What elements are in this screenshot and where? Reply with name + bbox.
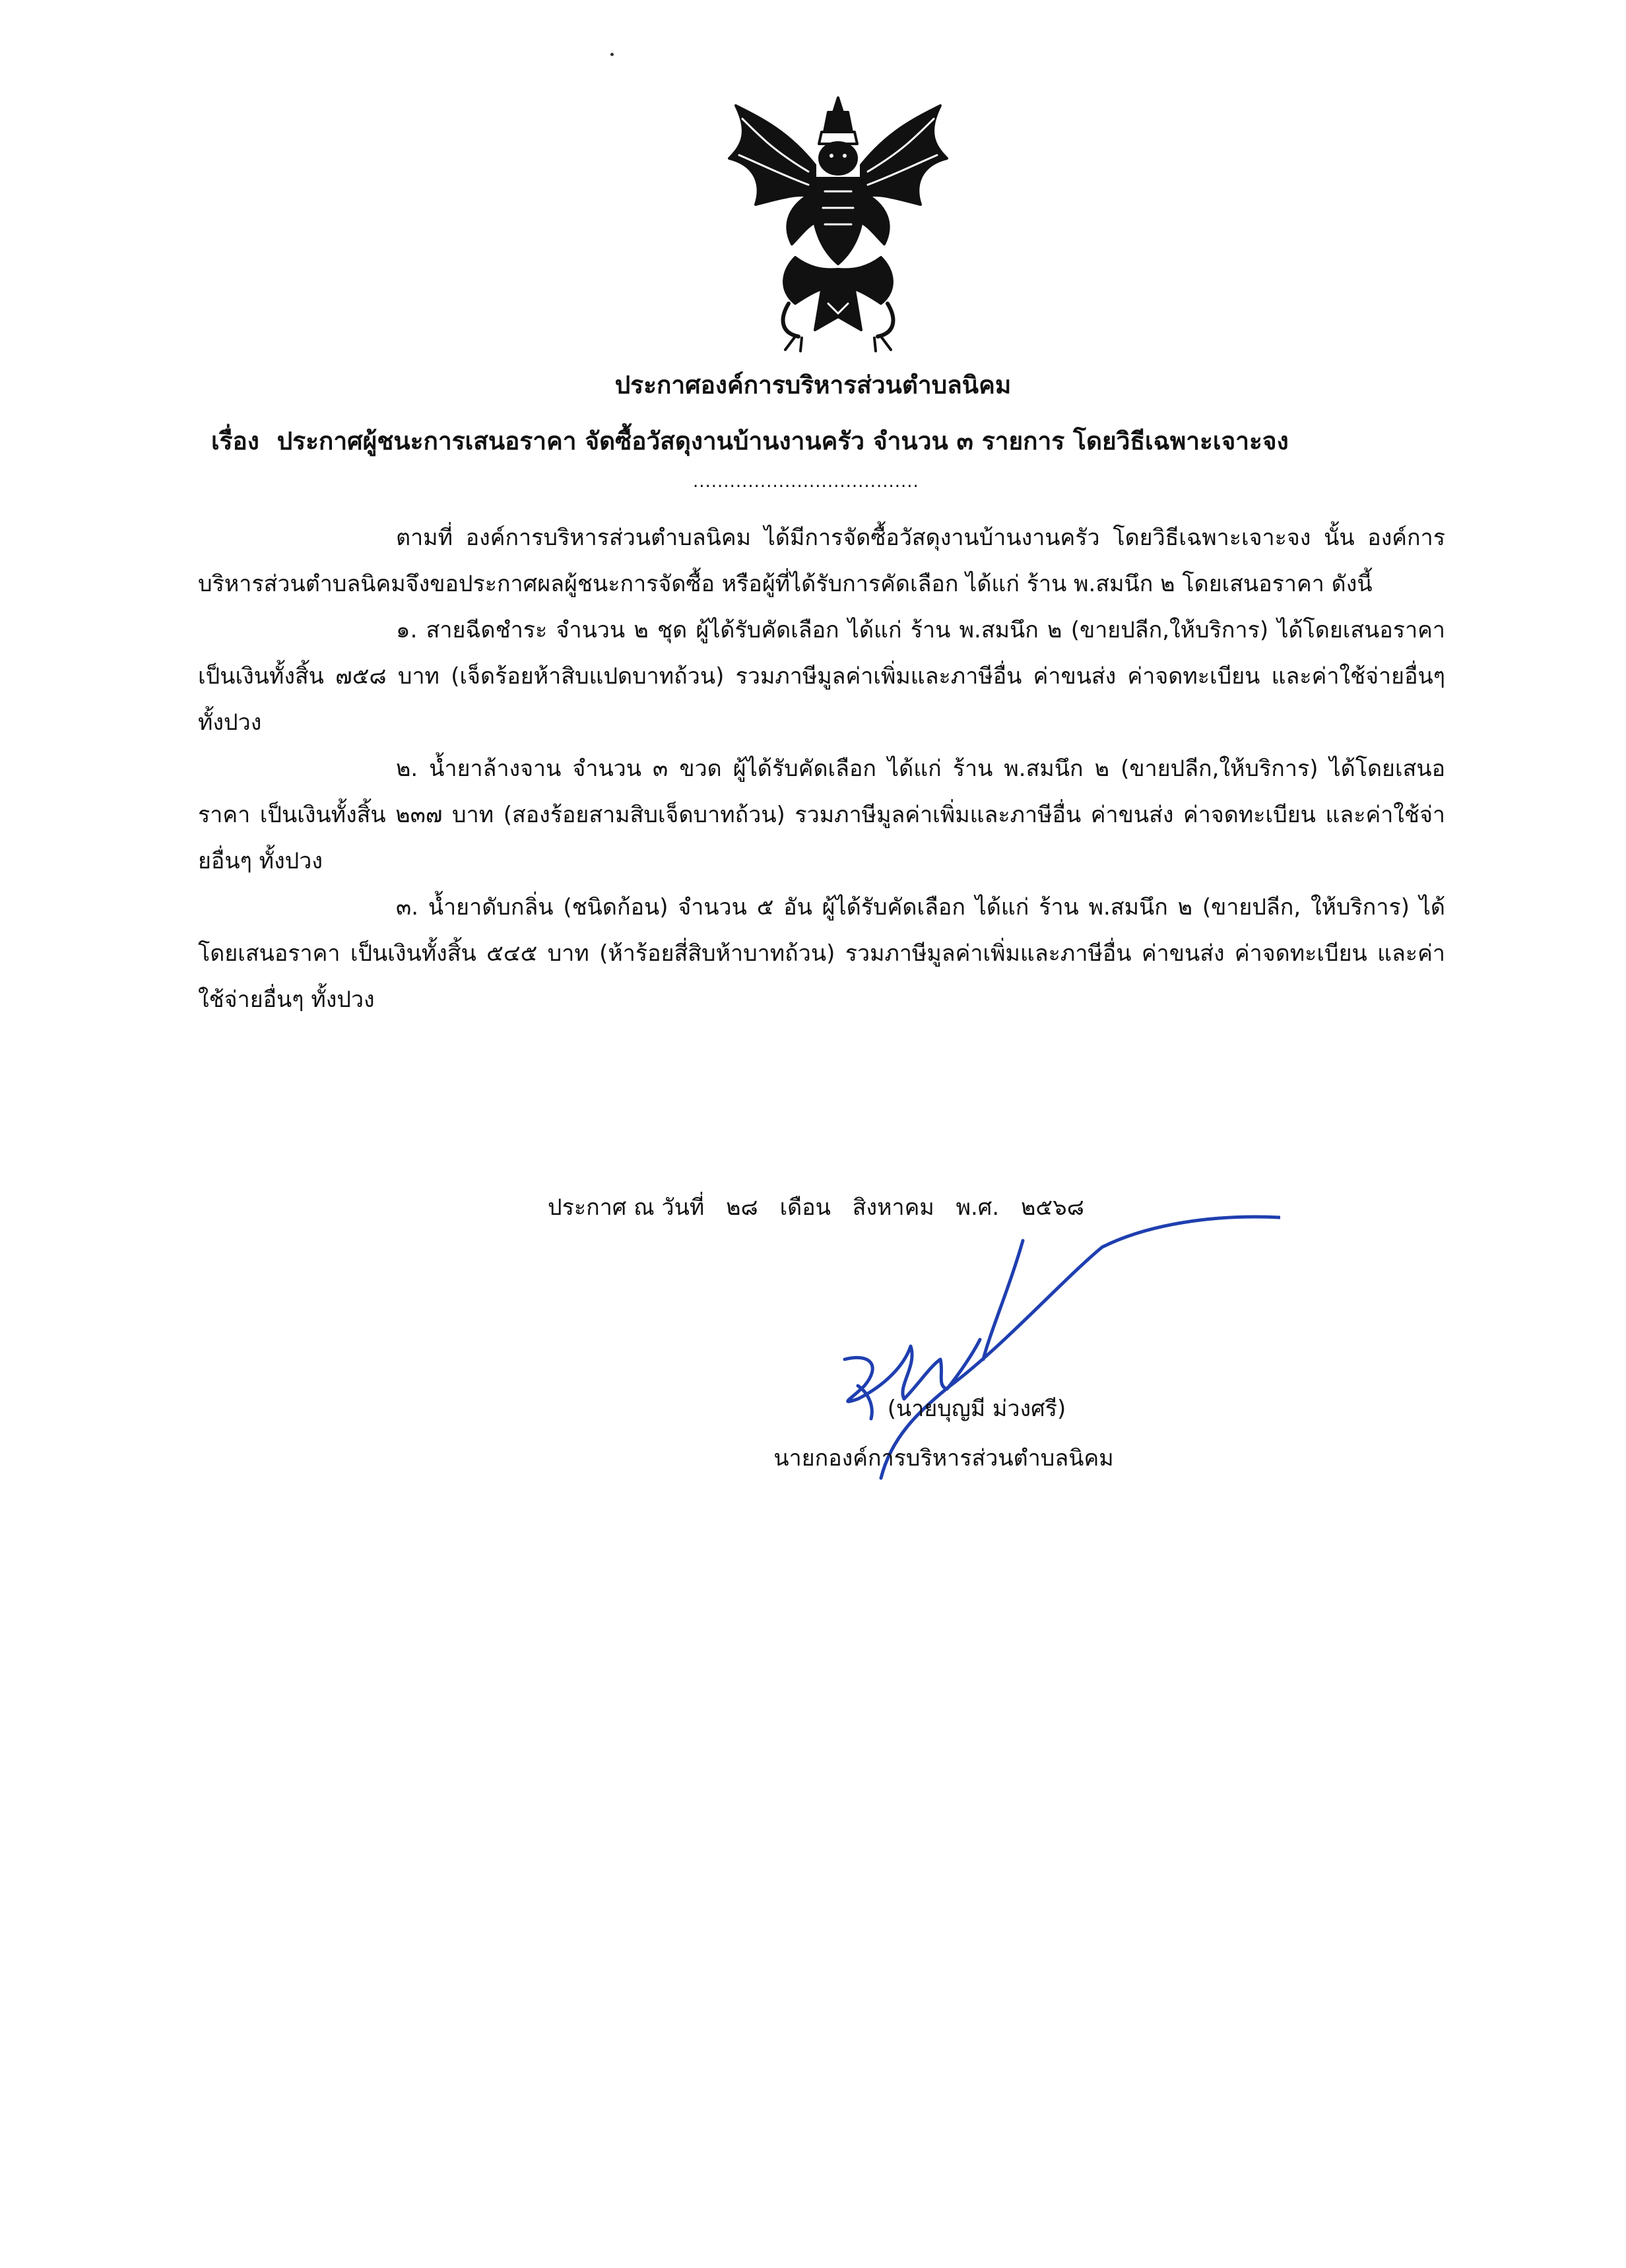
intro-paragraph: ตามที่ องค์การบริหารส่วนตำบลนิคม ได้มีการจัดซื้อวัสดุงานบ้านงานครัว โดยวิธีเฉพาะเจาะจง นั้น องค์การบริหารส่วนตำบลนิคมจึงขอประกาศผลผู้ชนะการจัดซื้อ หรือผู้ที่ได้รับการคัดเลือก ได้แก่ ร้าน พ.สมนึก ๒ โดยเสนอราคา ดังนี้ [198,525,1445,597]
subject-text: ประกาศผู้ชนะการเสนอราคา จัดซื้อวัสดุงานบ้านงานครัว จำนวน ๓ รายการ โดยวิธีเฉพาะเจาะจง [276,427,1289,455]
year-label: พ.ศ. [956,1194,1000,1221]
announced-at-label: ประกาศ ณ วันที่ [548,1194,705,1221]
announcement-title: ประกาศองค์การบริหารส่วนตำบลนิคม [614,371,1012,399]
scan-speck [610,53,614,56]
separator-dots: ..................................... [693,472,919,492]
month-value: สิงหาคม [852,1194,934,1221]
item-paragraph-2: ๒. น้ำยาล้างจาน จำนวน ๓ ขวด ผู้ได้รับคัดเลือก ได้แก่ ร้าน พ.สมนึก ๒ (ขายปลีก,ให้บริการ) ได้โดยเสนอราคา เป็นเงินทั้งสิ้น ๒๓๗ บาท (สองร้อยสามสิบเจ็ดบาทถ้วน) รวมภาษีมูลค่าเพิ่มและภาษีอื่น ค่าขนส่ง ค่าจดทะเบียน และค่าใช้จ่ายอื่นๆ ทั้งปวง [198,756,1445,874]
garuda-emblem-icon [716,92,960,356]
signer-name: (นายบุญมี ม่วงศรี) [887,1396,1066,1422]
item-paragraph-3: ๓. น้ำยาดับกลิ่น (ชนิดก้อน) จำนวน ๕ อัน ผู้ได้รับคัดเลือก ได้แก่ ร้าน พ.สมนึก ๒ (ขายปลีก, ให้บริการ) ได้โดยเสนอราคา เป็นเงินทั้งสิ้น ๕๔๕ บาท (ห้าร้อยสี่สิบห้าบาทถ้วน) รวมภาษีมูลค่าเพิ่มและภาษีอื่น ค่าขนส่ง ค่าจดทะเบียน และค่าใช้จ่ายอื่นๆ ทั้งปวง [198,894,1445,1013]
subject-label: เรื่อง [211,427,259,455]
day-value: ๒๘ [726,1194,758,1221]
item-paragraph-1: ๑. สายฉีดชำระ จำนวน ๒ ชุด ผู้ได้รับคัดเลือก ได้แก่ ร้าน พ.สมนึก ๒ (ขายปลีก,ให้บริการ) ได้โดยเสนอราคา เป็นเงินทั้งสิ้น ๗๕๘ บาท (เจ็ดร้อยห้าสิบแปดบาทถ้วน) รวมภาษีมูลค่าเพิ่มและภาษีอื่น ค่าขนส่ง ค่าจดทะเบียน และค่าใช้จ่ายอื่นๆ ทั้งปวง [198,617,1445,736]
month-label: เดือน [779,1194,831,1221]
announcement-body [198,515,1445,1023]
year-value: ๒๕๖๘ [1021,1194,1084,1221]
signer-position: นายกองค์การบริหารส่วนตำบลนิคม [773,1445,1114,1472]
announcement-subject [211,422,1465,461]
